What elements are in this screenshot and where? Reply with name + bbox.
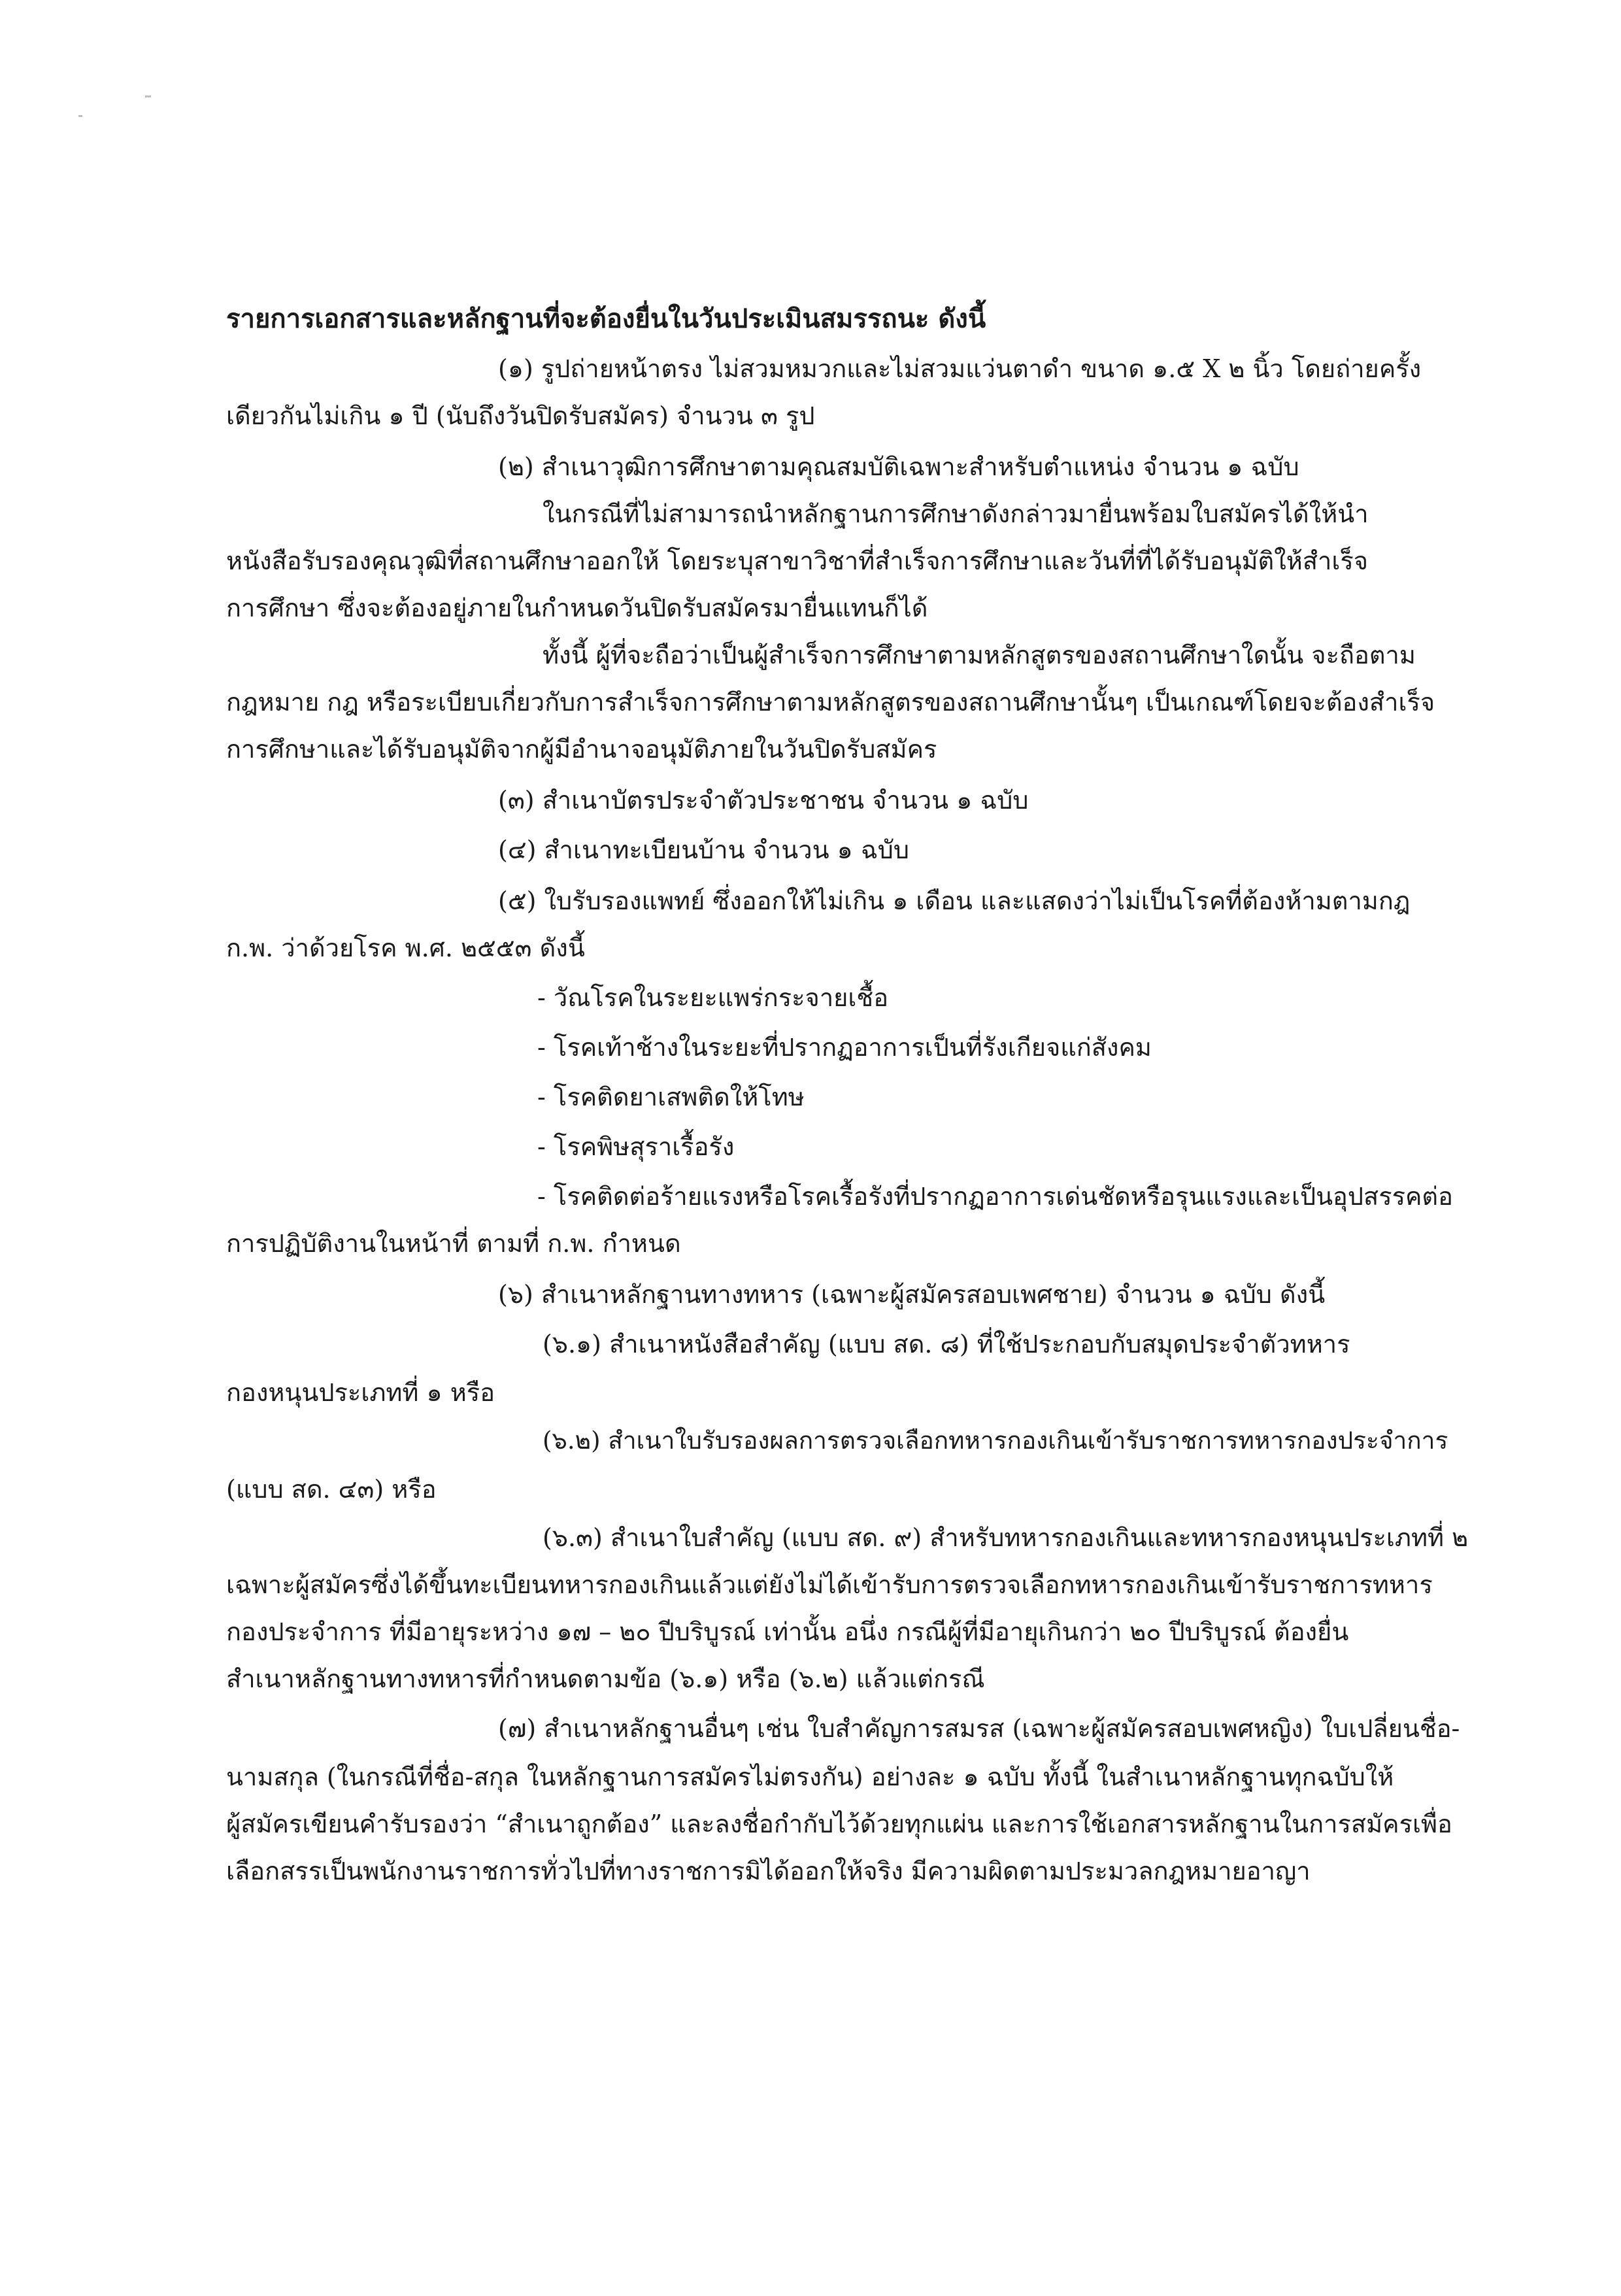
list-item: - โรคพิษสุราเรื้อรัง: [537, 1132, 735, 1161]
text-line: ก.พ. ว่าด้วยโรค พ.ศ. ๒๕๕๓ ดังนี้: [226, 934, 585, 962]
text-line: กองหนุนประเภทที่ ๑ หรือ: [226, 1378, 495, 1407]
scan-speck: [78, 115, 82, 117]
list-item: - โรคเท้าช้างในระยะที่ปรากฏอาการเป็นที่รังเกียจแก่สังคม: [537, 1033, 1152, 1062]
scan-speck: [145, 95, 151, 97]
document-heading: รายการเอกสารและหลักฐานที่จะต้องยื่นในวันประเมินสมรรถนะ ดังนี้: [226, 303, 986, 334]
text-line: เลือกสรรเป็นพนักงานราชการทั่วไปที่ทางราชการมิได้ออกให้จริง มีความผิดตามประมวลกฎหมายอาญา: [226, 1857, 1311, 1885]
text-line: (๔) สำเนาทะเบียนบ้าน จำนวน ๑ ฉบับ: [498, 836, 909, 864]
text-line: กองประจำการ ที่มีอายุระหว่าง ๑๗ – ๒๐ ปีบริบูรณ์ เท่านั้น อนึ่ง กรณีผู้ที่มีอายุเกินกว่า ๒๐ ปีบริบูรณ์ ต้องยื่น: [226, 1617, 1349, 1646]
list-item: - โรคติดต่อร้ายแรงหรือโรคเรื้อรังที่ปรากฏอาการเด่นชัดหรือรุนแรงและเป็นอุปสรรคต่อ: [537, 1182, 1453, 1211]
text-line: หนังสือรับรองคุณวุฒิที่สถานศึกษาออกให้ โดยระบุสาขาวิชาที่สำเร็จการศึกษาและวันที่ที่ได้รับอนุมัติให้สำเร็จ: [226, 547, 1369, 575]
list-item: - วัณโรคในระยะแพร่กระจายเชื้อ: [537, 983, 889, 1012]
text-line: เฉพาะผู้สมัครซึ่งได้ขึ้นทะเบียนทหารกองเกินแล้วแต่ยังไม่ได้เข้ารับการตรวจเลือกทหารกองเกินเข้ารับราชการทหาร: [226, 1570, 1433, 1599]
text-line: (๖.๒) สำเนาใบรับรองผลการตรวจเลือกทหารกองเกินเข้ารับราชการทหารกองประจำการ: [543, 1427, 1448, 1455]
text-line: (แบบ สด. ๔๓) หรือ: [226, 1475, 437, 1504]
text-line: ผู้สมัครเขียนคำรับรองว่า “สำเนาถูกต้อง” และลงชื่อกำกับไว้ด้วยทุกแผ่น และการใช้เอกสารหลักฐานในการสมัครเพื่อ: [226, 1810, 1452, 1838]
text-line: (๑) รูปถ่ายหน้าตรง ไม่สวมหมวกและไม่สวมแว่นตาดำ ขนาด ๑.๕ X ๒ นิ้ว โดยถ่ายครั้ง: [498, 354, 1422, 383]
text-line: (๖) สำเนาหลักฐานทางทหาร (เฉพาะผู้สมัครสอบเพศชาย) จำนวน ๑ ฉบับ ดังนี้: [498, 1280, 1326, 1309]
text-line: ในกรณีที่ไม่สามารถนำหลักฐานการศึกษาดังกล่าวมายื่นพร้อมใบสมัครได้ให้นำ: [543, 499, 1369, 528]
text-line: เดียวกันไม่เกิน ๑ ปี (นับถึงวันปิดรับสมัคร) จำนวน ๓ รูป: [226, 401, 815, 430]
text-line: การศึกษาและได้รับอนุมัติจากผู้มีอำนาจอนุมัติภายในวันปิดรับสมัคร: [226, 735, 937, 764]
text-line: การปฏิบัติงานในหน้าที่ ตามที่ ก.พ. กำหนด: [226, 1229, 681, 1258]
text-line: (๓) สำเนาบัตรประจำตัวประชาชน จำนวน ๑ ฉบับ: [498, 786, 1029, 815]
text-line: ทั้งนี้ ผู้ที่จะถือว่าเป็นผู้สำเร็จการศึกษาตามหลักสูตรของสถานศึกษาใดนั้น จะถือตาม: [543, 641, 1416, 669]
text-line: สำเนาหลักฐานทางทหารที่กำหนดตามข้อ (๖.๑) หรือ (๖.๒) แล้วแต่กรณี: [226, 1664, 985, 1693]
list-item: - โรคติดยาเสพติดให้โทษ: [537, 1083, 805, 1111]
text-line: (๖.๑) สำเนาหนังสือสำคัญ (แบบ สด. ๘) ที่ใช้ประกอบกับสมุดประจำตัวทหาร: [543, 1330, 1350, 1359]
text-line: (๕) ใบรับรองแพทย์ ซึ่งออกให้ไม่เกิน ๑ เดือน และแสดงว่าไม่เป็นโรคที่ต้องห้ามตามกฎ: [498, 886, 1411, 915]
text-line: (๗) สำเนาหลักฐานอื่นๆ เช่น ใบสำคัญการสมรส (เฉพาะผู้สมัครสอบเพศหญิง) ใบเปลี่ยนชื่อ-: [498, 1714, 1460, 1743]
text-line: (๒) สำเนาวุฒิการศึกษาตามคุณสมบัติเฉพาะสำหรับตำแหน่ง จำนวน ๑ ฉบับ: [498, 452, 1299, 481]
text-line: (๖.๓) สำเนาใบสำคัญ (แบบ สด. ๙) สำหรับทหารกองเกินและทหารกองหนุนประเภทที่ ๒: [543, 1523, 1469, 1552]
text-line: กฎหมาย กฎ หรือระเบียบเกี่ยวกับการสำเร็จการศึกษาตามหลักสูตรของสถานศึกษานั้นๆ เป็นเกณฑ์โดยจะต้องสำเร็จ: [226, 688, 1435, 717]
text-line: นามสกุล (ในกรณีที่ชื่อ-สกุล ในหลักฐานการสมัครไม่ตรงกัน) อย่างละ ๑ ฉบับ ทั้งนี้ ในสำเนาหลักฐานทุกฉบับให้: [226, 1763, 1394, 1791]
text-line: การศึกษา ซึ่งจะต้องอยู่ภายในกำหนดวันปิดรับสมัครมายื่นแทนก็ได้: [226, 594, 928, 622]
